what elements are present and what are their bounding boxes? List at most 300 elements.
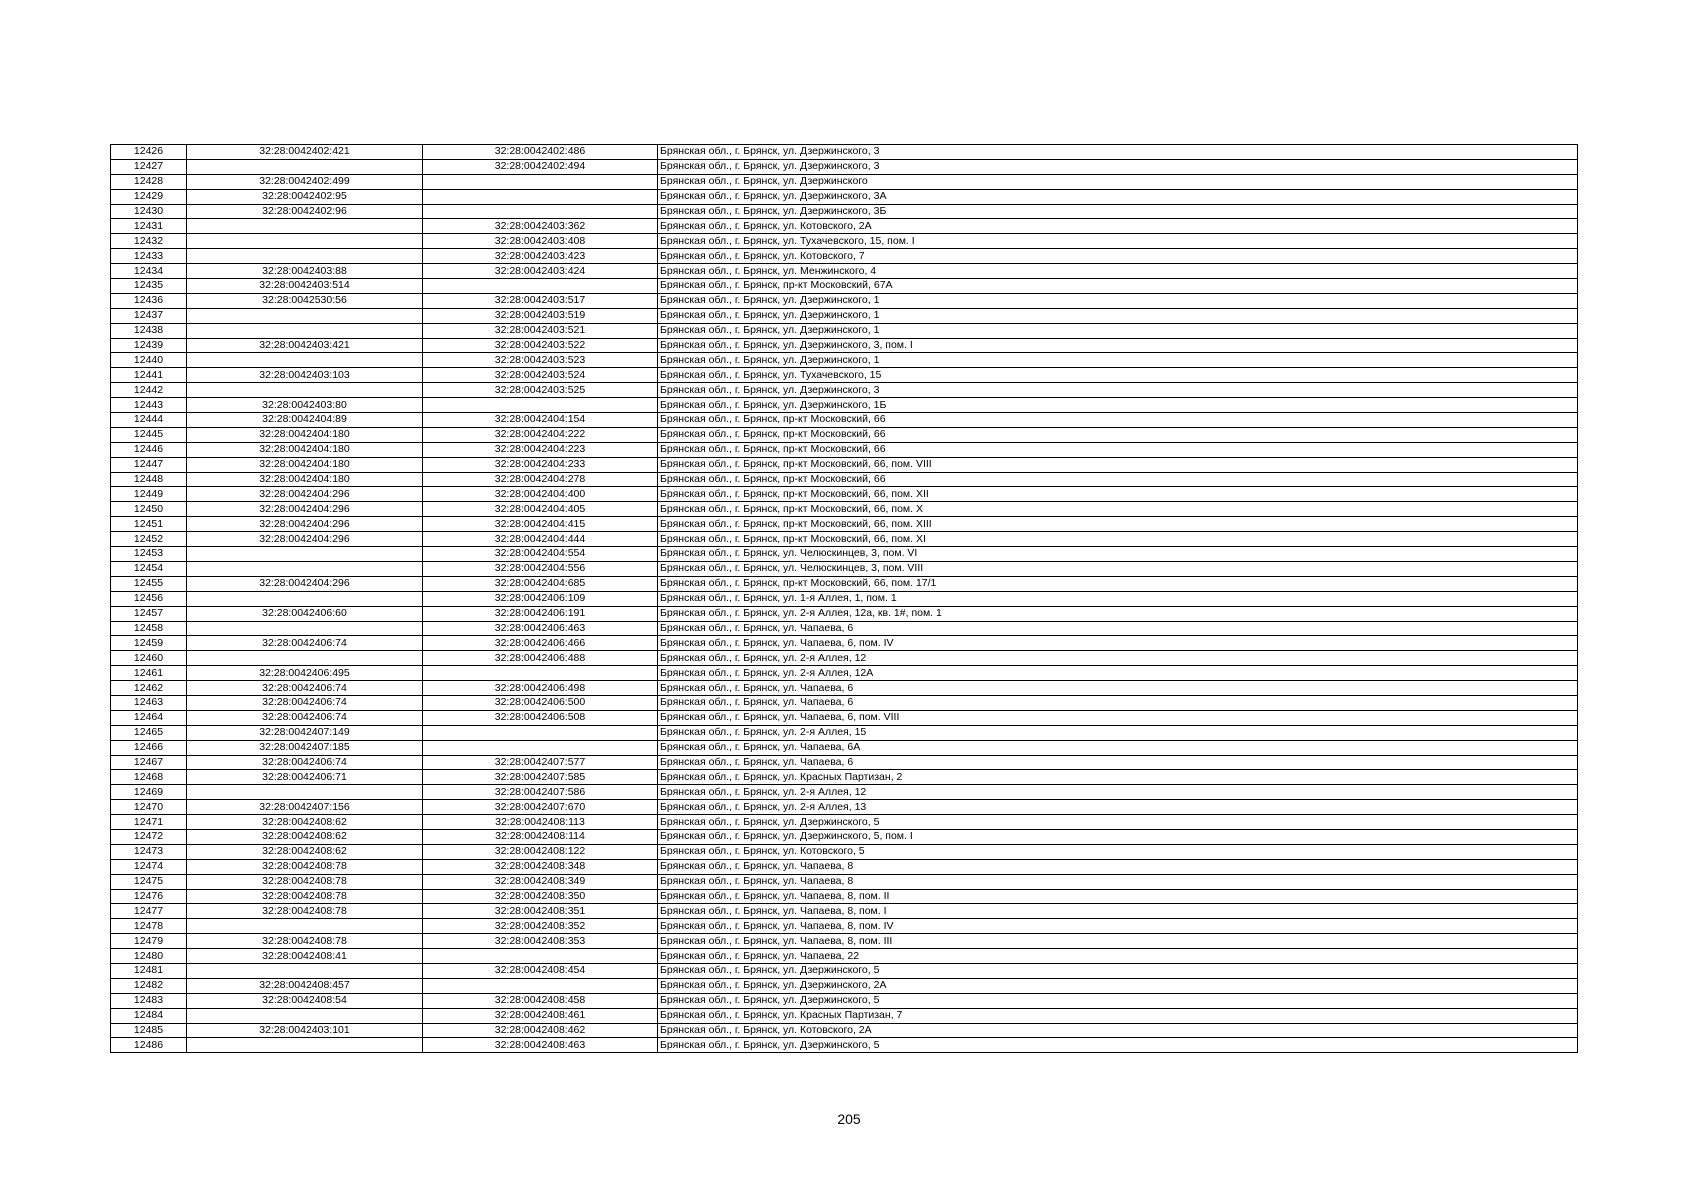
cadastral-number-cell: 32:28:0042408:454 xyxy=(423,963,658,978)
table-row xyxy=(111,591,1578,606)
address-cell: Брянская обл., г. Брянск, ул. 2-я Аллея, 12а, кв. 1#, пом. 1 xyxy=(658,606,1578,621)
parent-cadastral-number-cell: 32:28:0042404:296 xyxy=(187,576,423,591)
row-number-cell: 12479 xyxy=(111,934,187,949)
table-row xyxy=(111,755,1578,770)
table-row xyxy=(111,815,1578,830)
row-number-cell: 12433 xyxy=(111,249,187,264)
table-row xyxy=(111,993,1578,1008)
table-row xyxy=(111,219,1578,234)
cadastral-number-cell: 32:28:0042404:278 xyxy=(423,472,658,487)
row-number-cell: 12465 xyxy=(111,725,187,740)
cadastral-number-cell: 32:28:0042406:500 xyxy=(423,695,658,710)
table-row xyxy=(111,174,1578,189)
parent-cadastral-number-cell xyxy=(187,249,423,264)
table-row xyxy=(111,695,1578,710)
address-cell: Брянская обл., г. Брянск, ул. Дзержинского, 1 xyxy=(658,293,1578,308)
table-row xyxy=(111,413,1578,428)
address-cell: Брянская обл., г. Брянск, ул. Дзержинского, 3А xyxy=(658,189,1578,204)
table-row xyxy=(111,978,1578,993)
cadastral-number-cell: 32:28:0042406:508 xyxy=(423,710,658,725)
parent-cadastral-number-cell xyxy=(187,234,423,249)
address-cell: Брянская обл., г. Брянск, пр-кт Московский, 66 xyxy=(658,427,1578,442)
parent-cadastral-number-cell xyxy=(187,219,423,234)
cadastral-number-cell: 32:28:0042407:586 xyxy=(423,785,658,800)
cadastral-number-cell: 32:28:0042406:466 xyxy=(423,636,658,651)
address-cell: Брянская обл., г. Брянск, ул. Тухачевского, 15 xyxy=(658,368,1578,383)
parent-cadastral-number-cell: 32:28:0042403:88 xyxy=(187,264,423,279)
row-number-cell: 12444 xyxy=(111,413,187,428)
row-number-cell: 12460 xyxy=(111,651,187,666)
cadastral-number-cell: 32:28:0042408:352 xyxy=(423,919,658,934)
cadastral-number-cell: 32:28:0042403:522 xyxy=(423,338,658,353)
row-number-cell: 12450 xyxy=(111,502,187,517)
parent-cadastral-number-cell: 32:28:0042408:41 xyxy=(187,949,423,964)
row-number-cell: 12428 xyxy=(111,174,187,189)
cadastral-number-cell: 32:28:0042407:577 xyxy=(423,755,658,770)
address-cell: Брянская обл., г. Брянск, ул. Чапаева, 8, пом. II xyxy=(658,889,1578,904)
address-cell: Брянская обл., г. Брянск, пр-кт Московский, 66 xyxy=(658,442,1578,457)
address-cell: Брянская обл., г. Брянск, ул. Тухачевского, 15, пом. I xyxy=(658,234,1578,249)
row-number-cell: 12445 xyxy=(111,427,187,442)
table-row xyxy=(111,770,1578,785)
address-cell: Брянская обл., г. Брянск, ул. Дзержинского, 2А xyxy=(658,978,1578,993)
address-cell: Брянская обл., г. Брянск, ул. Чапаева, 8, пом. IV xyxy=(658,919,1578,934)
table-row xyxy=(111,666,1578,681)
parent-cadastral-number-cell: 32:28:0042406:495 xyxy=(187,666,423,681)
table-row xyxy=(111,502,1578,517)
parent-cadastral-number-cell xyxy=(187,561,423,576)
parent-cadastral-number-cell: 32:28:0042404:180 xyxy=(187,442,423,457)
cadastral-number-cell xyxy=(423,189,658,204)
address-cell: Брянская обл., г. Брянск, ул. Менжинского, 4 xyxy=(658,264,1578,279)
row-number-cell: 12439 xyxy=(111,338,187,353)
cadastral-number-cell: 32:28:0042403:517 xyxy=(423,293,658,308)
row-number-cell: 12440 xyxy=(111,353,187,368)
table-row xyxy=(111,338,1578,353)
cadastral-number-cell xyxy=(423,978,658,993)
parent-cadastral-number-cell xyxy=(187,591,423,606)
table-row xyxy=(111,323,1578,338)
address-cell: Брянская обл., г. Брянск, пр-кт Московский, 66 xyxy=(658,472,1578,487)
table-row xyxy=(111,398,1578,413)
parent-cadastral-number-cell xyxy=(187,919,423,934)
table-row xyxy=(111,279,1578,294)
parent-cadastral-number-cell: 32:28:0042403:80 xyxy=(187,398,423,413)
cadastral-number-cell: 32:28:0042403:525 xyxy=(423,383,658,398)
cadastral-number-cell: 32:28:0042406:463 xyxy=(423,621,658,636)
address-cell: Брянская обл., г. Брянск, ул. Чапаева, 6А xyxy=(658,740,1578,755)
cadastral-number-cell: 32:28:0042404:556 xyxy=(423,561,658,576)
table-row xyxy=(111,159,1578,174)
table-row xyxy=(111,889,1578,904)
table-row xyxy=(111,189,1578,204)
cadastral-number-cell: 32:28:0042404:554 xyxy=(423,547,658,562)
table-row xyxy=(111,829,1578,844)
parent-cadastral-number-cell: 32:28:0042408:457 xyxy=(187,978,423,993)
row-number-cell: 12454 xyxy=(111,561,187,576)
row-number-cell: 12457 xyxy=(111,606,187,621)
cadastral-number-cell: 32:28:0042402:486 xyxy=(423,145,658,160)
cadastral-number-cell: 32:28:0042408:350 xyxy=(423,889,658,904)
row-number-cell: 12437 xyxy=(111,308,187,323)
row-number-cell: 12485 xyxy=(111,1023,187,1038)
row-number-cell: 12427 xyxy=(111,159,187,174)
cadastral-number-cell: 32:28:0042403:423 xyxy=(423,249,658,264)
row-number-cell: 12462 xyxy=(111,681,187,696)
cadastral-number-cell: 32:28:0042408:353 xyxy=(423,934,658,949)
table-row xyxy=(111,1008,1578,1023)
address-cell: Брянская обл., г. Брянск, ул. Челюскинцев, 3, пом. VI xyxy=(658,547,1578,562)
row-number-cell: 12458 xyxy=(111,621,187,636)
address-cell: Брянская обл., г. Брянск, пр-кт Московский, 66, пом. 17/1 xyxy=(658,576,1578,591)
address-cell: Брянская обл., г. Брянск, ул. Чапаева, 8 xyxy=(658,859,1578,874)
row-number-cell: 12481 xyxy=(111,963,187,978)
table-row xyxy=(111,725,1578,740)
table-row xyxy=(111,353,1578,368)
table-row xyxy=(111,681,1578,696)
table-row xyxy=(111,532,1578,547)
cadastral-number-cell: 32:28:0042403:523 xyxy=(423,353,658,368)
cadastral-number-cell: 32:28:0042408:461 xyxy=(423,1008,658,1023)
address-cell: Брянская обл., г. Брянск, ул. Котовского, 7 xyxy=(658,249,1578,264)
table-row xyxy=(111,636,1578,651)
address-cell: Брянская обл., г. Брянск, ул. Красных Партизан, 2 xyxy=(658,770,1578,785)
cadastral-number-cell: 32:28:0042404:405 xyxy=(423,502,658,517)
parent-cadastral-number-cell: 32:28:0042404:89 xyxy=(187,413,423,428)
cadastral-number-cell: 32:28:0042406:109 xyxy=(423,591,658,606)
cadastral-number-cell xyxy=(423,740,658,755)
table-row xyxy=(111,547,1578,562)
address-cell: Брянская обл., г. Брянск, ул. Чапаева, 6, пом. IV xyxy=(658,636,1578,651)
row-number-cell: 12480 xyxy=(111,949,187,964)
cadastral-number-cell: 32:28:0042408:463 xyxy=(423,1038,658,1053)
cadastral-number-cell xyxy=(423,949,658,964)
address-cell: Брянская обл., г. Брянск, ул. Чапаева, 6 xyxy=(658,695,1578,710)
row-number-cell: 12475 xyxy=(111,874,187,889)
table-row xyxy=(111,859,1578,874)
cadastral-number-cell: 32:28:0042406:191 xyxy=(423,606,658,621)
address-cell: Брянская обл., г. Брянск, ул. Дзержинского, 3 xyxy=(658,159,1578,174)
cadastral-number-cell: 32:28:0042408:462 xyxy=(423,1023,658,1038)
parent-cadastral-number-cell: 32:28:0042404:296 xyxy=(187,517,423,532)
parent-cadastral-number-cell xyxy=(187,547,423,562)
cadastral-number-cell: 32:28:0042404:154 xyxy=(423,413,658,428)
row-number-cell: 12426 xyxy=(111,145,187,160)
row-number-cell: 12435 xyxy=(111,279,187,294)
row-number-cell: 12474 xyxy=(111,859,187,874)
table-row xyxy=(111,904,1578,919)
cadastral-number-cell: 32:28:0042404:233 xyxy=(423,457,658,472)
table-row xyxy=(111,949,1578,964)
parent-cadastral-number-cell: 32:28:0042408:78 xyxy=(187,904,423,919)
cadastral-number-cell xyxy=(423,279,658,294)
address-cell: Брянская обл., г. Брянск, ул. Красных Партизан, 7 xyxy=(658,1008,1578,1023)
parent-cadastral-number-cell xyxy=(187,1008,423,1023)
parent-cadastral-number-cell xyxy=(187,308,423,323)
cadastral-number-cell: 32:28:0042403:424 xyxy=(423,264,658,279)
row-number-cell: 12430 xyxy=(111,204,187,219)
cadastral-number-cell: 32:28:0042402:494 xyxy=(423,159,658,174)
cadastral-number-cell: 32:28:0042404:222 xyxy=(423,427,658,442)
cadastral-number-cell xyxy=(423,174,658,189)
row-number-cell: 12470 xyxy=(111,800,187,815)
table-row xyxy=(111,383,1578,398)
parent-cadastral-number-cell xyxy=(187,785,423,800)
address-cell: Брянская обл., г. Брянск, ул. Дзержинского, 1 xyxy=(658,353,1578,368)
cadastral-number-cell: 32:28:0042406:488 xyxy=(423,651,658,666)
cadastral-number-cell: 32:28:0042404:400 xyxy=(423,487,658,502)
row-number-cell: 12451 xyxy=(111,517,187,532)
address-cell: Брянская обл., г. Брянск, ул. Дзержинского, 3Б xyxy=(658,204,1578,219)
parent-cadastral-number-cell: 32:28:0042404:180 xyxy=(187,472,423,487)
address-cell: Брянская обл., г. Брянск, ул. Чапаева, 8, пом. I xyxy=(658,904,1578,919)
table-row xyxy=(111,651,1578,666)
table-row xyxy=(111,472,1578,487)
row-number-cell: 12467 xyxy=(111,755,187,770)
address-cell: Брянская обл., г. Брянск, ул. Дзержинского, 3, пом. I xyxy=(658,338,1578,353)
address-cell: Брянская обл., г. Брянск, ул. Чапаева, 6 xyxy=(658,681,1578,696)
parent-cadastral-number-cell: 32:28:0042404:296 xyxy=(187,487,423,502)
table-row xyxy=(111,457,1578,472)
cadastral-number-cell: 32:28:0042407:585 xyxy=(423,770,658,785)
table-row xyxy=(111,710,1578,725)
cadastral-table xyxy=(110,144,1578,1053)
cadastral-number-cell: 32:28:0042407:670 xyxy=(423,800,658,815)
table-row xyxy=(111,368,1578,383)
parent-cadastral-number-cell: 32:28:0042408:54 xyxy=(187,993,423,1008)
parent-cadastral-number-cell: 32:28:0042407:156 xyxy=(187,800,423,815)
address-cell: Брянская обл., г. Брянск, ул. Чапаева, 6, пом. VIII xyxy=(658,710,1578,725)
cadastral-number-cell: 32:28:0042403:408 xyxy=(423,234,658,249)
parent-cadastral-number-cell xyxy=(187,651,423,666)
address-cell: Брянская обл., г. Брянск, ул. Дзержинского, 5 xyxy=(658,815,1578,830)
address-cell: Брянская обл., г. Брянск, пр-кт Московский, 66, пом. VIII xyxy=(658,457,1578,472)
parent-cadastral-number-cell xyxy=(187,621,423,636)
row-number-cell: 12469 xyxy=(111,785,187,800)
parent-cadastral-number-cell: 32:28:0042402:499 xyxy=(187,174,423,189)
table-row xyxy=(111,264,1578,279)
address-cell: Брянская обл., г. Брянск, ул. Дзержинского, 3 xyxy=(658,145,1578,160)
address-cell: Брянская обл., г. Брянск, ул. Дзержинского, 3 xyxy=(658,383,1578,398)
row-number-cell: 12477 xyxy=(111,904,187,919)
row-number-cell: 12486 xyxy=(111,1038,187,1053)
row-number-cell: 12434 xyxy=(111,264,187,279)
row-number-cell: 12468 xyxy=(111,770,187,785)
cadastral-number-cell: 32:28:0042403:521 xyxy=(423,323,658,338)
parent-cadastral-number-cell: 32:28:0042404:180 xyxy=(187,457,423,472)
parent-cadastral-number-cell: 32:28:0042406:74 xyxy=(187,695,423,710)
table-row xyxy=(111,308,1578,323)
row-number-cell: 12476 xyxy=(111,889,187,904)
address-cell: Брянская обл., г. Брянск, ул. Чапаева, 8, пом. III xyxy=(658,934,1578,949)
parent-cadastral-number-cell: 32:28:0042408:62 xyxy=(187,815,423,830)
parent-cadastral-number-cell: 32:28:0042403:103 xyxy=(187,368,423,383)
cadastral-number-cell: 32:28:0042404:223 xyxy=(423,442,658,457)
address-cell: Брянская обл., г. Брянск, ул. 1-я Аллея, 1, пом. 1 xyxy=(658,591,1578,606)
cadastral-number-cell: 32:28:0042408:114 xyxy=(423,829,658,844)
row-number-cell: 12461 xyxy=(111,666,187,681)
parent-cadastral-number-cell: 32:28:0042402:421 xyxy=(187,145,423,160)
parent-cadastral-number-cell: 32:28:0042403:101 xyxy=(187,1023,423,1038)
address-cell: Брянская обл., г. Брянск, пр-кт Московский, 67А xyxy=(658,279,1578,294)
address-cell: Брянская обл., г. Брянск, ул. Дзержинского, 5 xyxy=(658,1038,1578,1053)
row-number-cell: 12483 xyxy=(111,993,187,1008)
cadastral-number-cell: 32:28:0042403:362 xyxy=(423,219,658,234)
parent-cadastral-number-cell: 32:28:0042408:78 xyxy=(187,889,423,904)
cadastral-number-cell xyxy=(423,204,658,219)
address-cell: Брянская обл., г. Брянск, ул. 2-я Аллея, 13 xyxy=(658,800,1578,815)
row-number-cell: 12466 xyxy=(111,740,187,755)
table-row xyxy=(111,800,1578,815)
row-number-cell: 12441 xyxy=(111,368,187,383)
address-cell: Брянская обл., г. Брянск, ул. 2-я Аллея, 12 xyxy=(658,651,1578,666)
parent-cadastral-number-cell: 32:28:0042406:74 xyxy=(187,710,423,725)
page-number: 205 xyxy=(837,1111,861,1127)
table-row xyxy=(111,963,1578,978)
row-number-cell: 12443 xyxy=(111,398,187,413)
row-number-cell: 12447 xyxy=(111,457,187,472)
address-cell: Брянская обл., г. Брянск, ул. Чапаева, 6 xyxy=(658,755,1578,770)
table-row xyxy=(111,293,1578,308)
address-cell: Брянская обл., г. Брянск, ул. Дзержинского, 5, пом. I xyxy=(658,829,1578,844)
table-row xyxy=(111,204,1578,219)
address-cell: Брянская обл., г. Брянск, пр-кт Московский, 66 xyxy=(658,413,1578,428)
row-number-cell: 12448 xyxy=(111,472,187,487)
parent-cadastral-number-cell: 32:28:0042408:78 xyxy=(187,859,423,874)
table-row xyxy=(111,919,1578,934)
row-number-cell: 12456 xyxy=(111,591,187,606)
parent-cadastral-number-cell: 32:28:0042403:514 xyxy=(187,279,423,294)
table-row xyxy=(111,249,1578,264)
table-body xyxy=(111,145,1578,1053)
address-cell: Брянская обл., г. Брянск, ул. Чапаева, 6 xyxy=(658,621,1578,636)
parent-cadastral-number-cell xyxy=(187,159,423,174)
row-number-cell: 12431 xyxy=(111,219,187,234)
table-row xyxy=(111,487,1578,502)
table-row xyxy=(111,934,1578,949)
address-cell: Брянская обл., г. Брянск, ул. Дзержинского, 5 xyxy=(658,993,1578,1008)
address-cell: Брянская обл., г. Брянск, ул. Дзержинского, 1 xyxy=(658,308,1578,323)
cadastral-number-cell: 32:28:0042403:519 xyxy=(423,308,658,323)
table-row xyxy=(111,1023,1578,1038)
table-row xyxy=(111,561,1578,576)
row-number-cell: 12436 xyxy=(111,293,187,308)
table-row xyxy=(111,517,1578,532)
cadastral-number-cell: 32:28:0042408:349 xyxy=(423,874,658,889)
table-row xyxy=(111,621,1578,636)
row-number-cell: 12449 xyxy=(111,487,187,502)
parent-cadastral-number-cell: 32:28:0042408:62 xyxy=(187,844,423,859)
row-number-cell: 12482 xyxy=(111,978,187,993)
parent-cadastral-number-cell: 32:28:0042406:74 xyxy=(187,755,423,770)
cadastral-number-cell: 32:28:0042408:113 xyxy=(423,815,658,830)
table-row xyxy=(111,785,1578,800)
row-number-cell: 12472 xyxy=(111,829,187,844)
address-cell: Брянская обл., г. Брянск, ул. Котовского, 5 xyxy=(658,844,1578,859)
address-cell: Брянская обл., г. Брянск, ул. Чапаева, 22 xyxy=(658,949,1578,964)
parent-cadastral-number-cell: 32:28:0042407:149 xyxy=(187,725,423,740)
parent-cadastral-number-cell xyxy=(187,963,423,978)
parent-cadastral-number-cell: 32:28:0042408:78 xyxy=(187,934,423,949)
row-number-cell: 12471 xyxy=(111,815,187,830)
cadastral-number-cell: 32:28:0042404:685 xyxy=(423,576,658,591)
address-cell: Брянская обл., г. Брянск, ул. Дзержинского, 5 xyxy=(658,963,1578,978)
cadastral-number-cell xyxy=(423,666,658,681)
parent-cadastral-number-cell: 32:28:0042406:74 xyxy=(187,636,423,651)
address-cell: Брянская обл., г. Брянск, пр-кт Московский, 66, пом. XI xyxy=(658,532,1578,547)
parent-cadastral-number-cell xyxy=(187,323,423,338)
address-cell: Брянская обл., г. Брянск, ул. Дзержинского, 1 xyxy=(658,323,1578,338)
cadastral-number-cell: 32:28:0042404:415 xyxy=(423,517,658,532)
row-number-cell: 12463 xyxy=(111,695,187,710)
cadastral-number-cell: 32:28:0042406:498 xyxy=(423,681,658,696)
cadastral-number-cell: 32:28:0042408:351 xyxy=(423,904,658,919)
table-row xyxy=(111,234,1578,249)
cadastral-number-cell xyxy=(423,725,658,740)
cadastral-number-cell xyxy=(423,398,658,413)
parent-cadastral-number-cell: 32:28:0042404:296 xyxy=(187,502,423,517)
table-row xyxy=(111,844,1578,859)
row-number-cell: 12452 xyxy=(111,532,187,547)
row-number-cell: 12446 xyxy=(111,442,187,457)
row-number-cell: 12432 xyxy=(111,234,187,249)
row-number-cell: 12429 xyxy=(111,189,187,204)
address-cell: Брянская обл., г. Брянск, ул. Котовского, 2А xyxy=(658,219,1578,234)
row-number-cell: 12442 xyxy=(111,383,187,398)
address-cell: Брянская обл., г. Брянск, ул. 2-я Аллея, 15 xyxy=(658,725,1578,740)
parent-cadastral-number-cell xyxy=(187,383,423,398)
address-cell: Брянская обл., г. Брянск, пр-кт Московский, 66, пом. X xyxy=(658,502,1578,517)
cadastral-number-cell: 32:28:0042408:348 xyxy=(423,859,658,874)
parent-cadastral-number-cell: 32:28:0042404:296 xyxy=(187,532,423,547)
row-number-cell: 12484 xyxy=(111,1008,187,1023)
address-cell: Брянская обл., г. Брянск, ул. Дзержинского xyxy=(658,174,1578,189)
address-cell: Брянская обл., г. Брянск, ул. Чапаева, 8 xyxy=(658,874,1578,889)
row-number-cell: 12473 xyxy=(111,844,187,859)
parent-cadastral-number-cell: 32:28:0042406:74 xyxy=(187,681,423,696)
cadastral-number-cell: 32:28:0042408:122 xyxy=(423,844,658,859)
row-number-cell: 12438 xyxy=(111,323,187,338)
row-number-cell: 12453 xyxy=(111,547,187,562)
cadastral-number-cell: 32:28:0042404:444 xyxy=(423,532,658,547)
table-row xyxy=(111,606,1578,621)
parent-cadastral-number-cell: 32:28:0042406:71 xyxy=(187,770,423,785)
parent-cadastral-number-cell: 32:28:0042402:96 xyxy=(187,204,423,219)
address-cell: Брянская обл., г. Брянск, ул. 2-я Аллея, 12А xyxy=(658,666,1578,681)
cadastral-number-cell: 32:28:0042408:458 xyxy=(423,993,658,1008)
parent-cadastral-number-cell: 32:28:0042408:78 xyxy=(187,874,423,889)
parent-cadastral-number-cell: 32:28:0042403:421 xyxy=(187,338,423,353)
row-number-cell: 12464 xyxy=(111,710,187,725)
row-number-cell: 12478 xyxy=(111,919,187,934)
parent-cadastral-number-cell: 32:28:0042402:95 xyxy=(187,189,423,204)
parent-cadastral-number-cell xyxy=(187,1038,423,1053)
table-row xyxy=(111,442,1578,457)
parent-cadastral-number-cell: 32:28:0042404:180 xyxy=(187,427,423,442)
table-row xyxy=(111,145,1578,160)
parent-cadastral-number-cell: 32:28:0042530:56 xyxy=(187,293,423,308)
address-cell: Брянская обл., г. Брянск, ул. 2-я Аллея, 12 xyxy=(658,785,1578,800)
address-cell: Брянская обл., г. Брянск, пр-кт Московский, 66, пом. XIII xyxy=(658,517,1578,532)
parent-cadastral-number-cell: 32:28:0042406:60 xyxy=(187,606,423,621)
address-cell: Брянская обл., г. Брянск, ул. Котовского, 2А xyxy=(658,1023,1578,1038)
address-cell: Брянская обл., г. Брянск, пр-кт Московский, 66, пом. XII xyxy=(658,487,1578,502)
row-number-cell: 12459 xyxy=(111,636,187,651)
table-row xyxy=(111,740,1578,755)
address-cell: Брянская обл., г. Брянск, ул. Дзержинского, 1Б xyxy=(658,398,1578,413)
table-row xyxy=(111,874,1578,889)
table-row xyxy=(111,1038,1578,1053)
